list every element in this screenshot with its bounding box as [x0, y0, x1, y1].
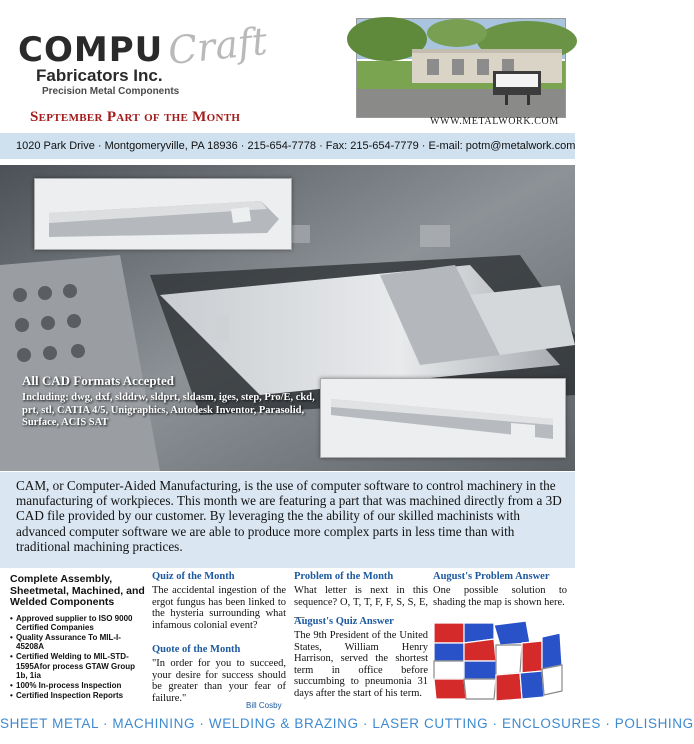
cad-heading: All CAD Formats Accepted	[22, 373, 174, 388]
page-title: September Part of the Month	[30, 109, 241, 125]
services-column	[10, 574, 148, 701]
problem-text: What letter is next in this sequence? O, T, T, F, F, S, S, E, __	[294, 585, 428, 619]
list-item: • Quality Assurance To MIL-I-45208A	[10, 633, 148, 651]
list-item: • 100% In-process Inspection	[10, 681, 148, 690]
certifications-list	[10, 614, 148, 701]
website-link[interactable]: WWW.METALWORK.COM	[430, 116, 559, 127]
quiz-answer-text: The 9th President of the United States, William Henry Harrison, served the shortest term in office before succumbing to pneumonia 31 days after the start of his term.	[294, 630, 428, 699]
logo-tagline: Precision Metal Components	[42, 86, 180, 97]
contact-info: 1020 Park Drive · Montgomeryville, PA 18936 · 215-654-7778 · Fax: 215-654-7779 · E-mail: potm@metalwork.com	[16, 140, 576, 152]
part-photo-inset-top	[34, 178, 292, 250]
list-item: • Approved supplier to ISO 9000 Certified Companies	[10, 614, 148, 632]
shaded-map-image	[430, 617, 566, 705]
quote-text: "In order for you to succeed, your desire for success should be greater than your fear of failure."	[152, 658, 286, 704]
logo-compu-text: COMPU	[18, 30, 164, 70]
problem-heading: Problem of the Month	[294, 571, 394, 582]
cad-formats-callout	[22, 373, 328, 430]
list-item: • Certified Welding to MIL-STD-1595Afor process GTAW Group 1b, 1ia	[10, 652, 148, 680]
services-heading: Complete Assembly, Sheetmetal, Machined, and Welded Components	[10, 573, 145, 608]
cad-formats-list: Including: dwg, dxf, slddrw, sldprt, sldasm, iges, step, Pro/E, ckd, prt, stl, CATIA 4/5, Unigraphics, Autodesk Inventor, Parasolid, Surface, ACIS SAT	[22, 392, 315, 428]
problem-answer-text: One possible solution to shading the map is shown here.	[433, 585, 567, 608]
services-footer: SHEET METAL · MACHINING · WELDING & BRAZING · LASER CUTTING · ENCLOSURES · POLISHING	[0, 716, 694, 731]
quiz-answer-heading: August's Quiz Answer	[294, 616, 394, 627]
problem-answer-heading: August's Problem Answer	[433, 571, 550, 582]
company-logo	[18, 18, 270, 100]
description-text: CAM, or Computer-Aided Manufacturing, is the use of computer software to control machinery in the manufacturing of workpieces. This month we are featuring a part that was machined directly from a 3D CAD file provided by our customer. By leveraging the the ability of our skilled machinists with advanced computer software we are able to produce more complex parts in less time than with traditional machining practices.	[16, 478, 562, 554]
part-photo-inset-bottom	[320, 378, 566, 458]
quote-author: Bill Cosby	[246, 701, 282, 710]
logo-fabricators-text: Fabricators Inc.	[36, 66, 163, 85]
quote-heading: Quote of the Month	[152, 644, 241, 655]
building-photo	[356, 18, 566, 118]
list-item: • Certified Inspection Reports	[10, 691, 148, 700]
quiz-text: The accidental ingestion of the ergot fungus has been linked to the hysteria surrounding what infamous colonial event?	[152, 585, 286, 631]
logo-craft-text: Craft	[165, 18, 270, 74]
quiz-heading: Quiz of the Month	[152, 571, 235, 582]
